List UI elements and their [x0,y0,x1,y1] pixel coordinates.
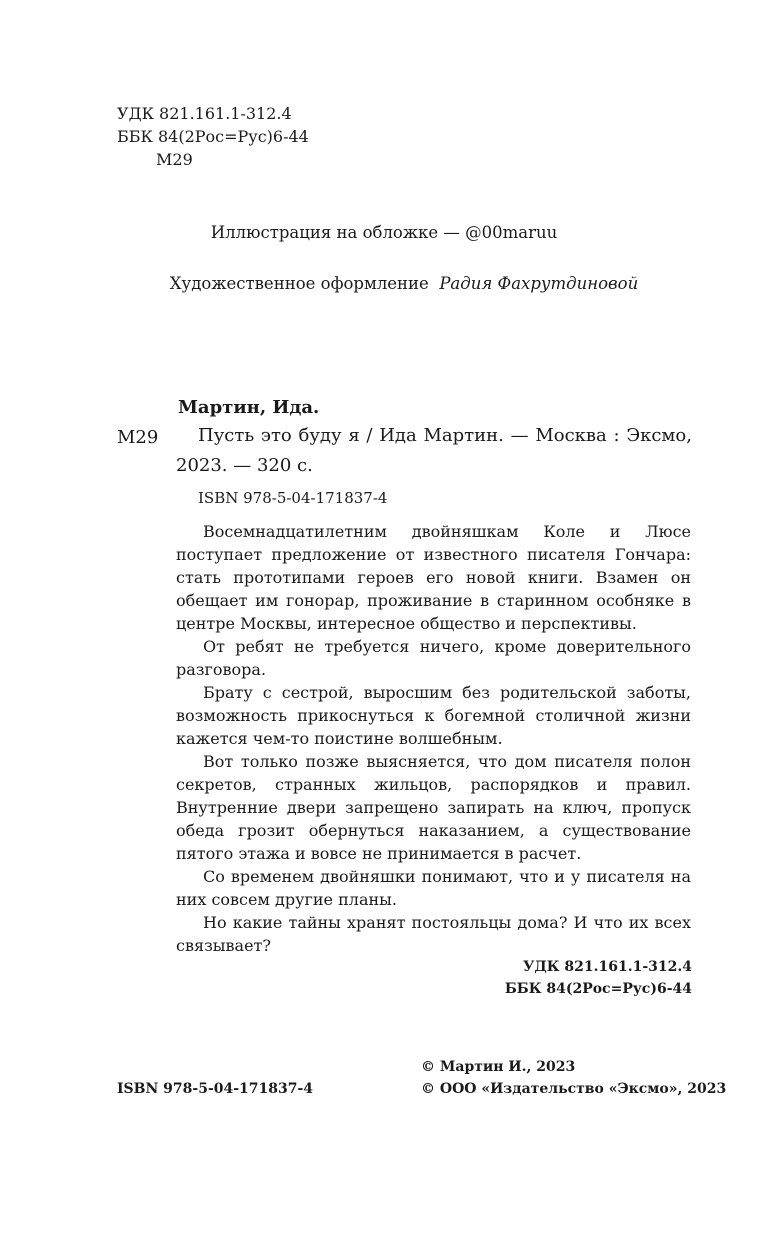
copyright-publisher: © ООО «Издательство «Эксмо», 2023 [421,1081,727,1097]
annotation-paragraph: Но какие тайны хранят постояльцы дома? И что их всех связывает? [176,913,691,955]
title-line-2: 2023. — 320 с. [176,455,313,476]
annotation-paragraph: Вот только позже выясняется, что дом писателя полон секретов, странных жильцов, распорядков и правил. Внутренние двери запрещено запирать на ключ, пропуск обеда грозит обернуться наказанием, а существование пятого этажа и вовсе не принимается в расчет. [176,752,691,863]
design-credit-name: Радия Фахрутдиновой [439,274,639,293]
title-line-1: Пусть это буду я / Ида Мартин. — Москва : Эксмо, [198,425,692,446]
udk-code-bottom: УДК 821.161.1-312.4 [522,959,692,975]
bbk-code-bottom: ББК 84(2Рос=Рус)6-44 [504,981,692,997]
author-mark-top: М29 [156,150,193,169]
design-credit-label: Художественное оформление [169,274,429,293]
author-heading: Мартин, Ида. [178,397,320,418]
isbn-footer: ISBN 978-5-04-171837-4 [117,1081,314,1097]
udk-code-top: УДК 821.161.1-312.4 [117,104,292,123]
author-mark: М29 [117,427,159,448]
isbn-record: ISBN 978-5-04-171837-4 [198,489,388,507]
annotation-paragraph: Брату с сестрой, выросшим без родительской заботы, возможность прикоснуться к богемной столичной жизни кажется чем-то поистине волшебным. [176,683,691,748]
annotation-paragraph: Со временем двойняшки понимают, что и у писателя на них совсем другие планы. [176,867,691,909]
annotation-paragraph: От ребят не требуется ничего, кроме доверительного разговора. [176,637,691,679]
copyright-author: © Мартин И., 2023 [421,1059,576,1075]
annotation [176,520,691,957]
illustration-credit: Иллюстрация на обложке — @00maruu [210,223,558,242]
annotation-paragraph: Восемнадцатилетним двойняшкам Коле и Люсе поступает предложение от известного писателя Гончара: стать прототипами героев его новой книги. Взамен он обещает им гонорар, проживание в старинном особняке в центре Москвы, интересное общество и перспективы. [176,522,691,633]
bbk-code-top: ББК 84(2Рос=Рус)6-44 [117,127,309,146]
design-credit [0,273,768,295]
